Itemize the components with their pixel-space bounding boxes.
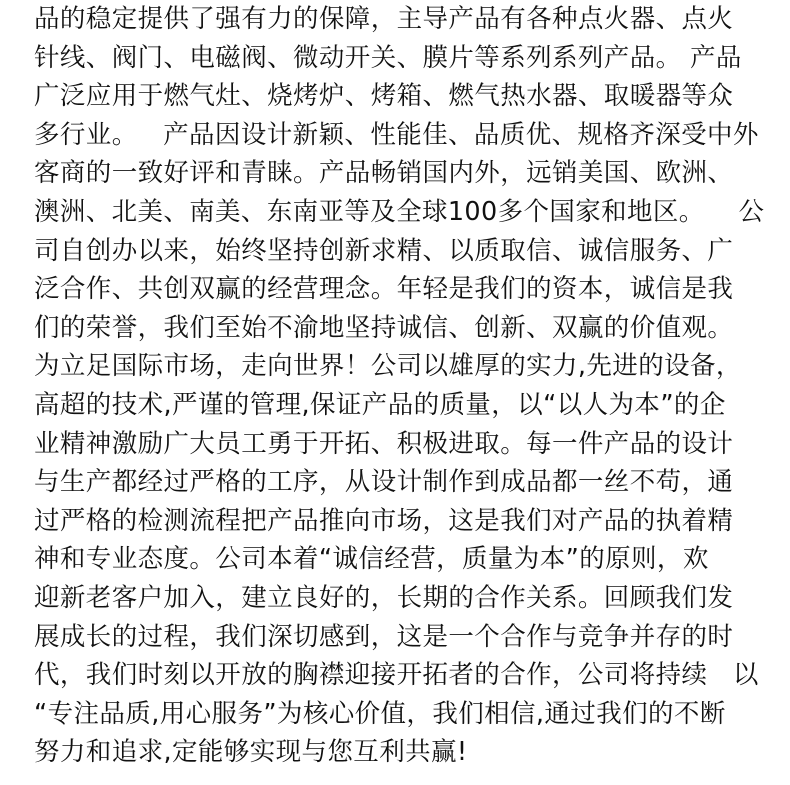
- text-line-13: 与生产都经过严格的工序，从设计制作到成品都一丝不苟，通: [34, 467, 734, 498]
- text-line-7: 司自创办以来，始终坚持创新求精、以质取信、诚信服务、广: [34, 235, 734, 266]
- text-line-17: 展成长的过程，我们深切感到，这是一个合作与竞争并存的时: [34, 621, 734, 652]
- text-line-10: 为立足国际市场，走向世界！公司以雄厚的实力,先进的设备，: [34, 351, 742, 382]
- text-line-6: 澳洲、北美、南美、东南亚等及全球100多个国家和地区。 公: [34, 196, 765, 227]
- text-line-19: “专注品质,用心服务”为核心价值，我们相信,通过我们的不断: [34, 698, 726, 729]
- text-line-9: 们的荣誉，我们至始不渝地坚持诚信、创新、双赢的价值观。: [34, 312, 734, 343]
- text-line-4: 多行业。 产品因设计新颖、性能佳、品质优、规格齐深受中外: [34, 119, 759, 150]
- text-line-1: 品的稳定提供了强有力的保障，主导产品有各种点火器、点火: [34, 4, 734, 34]
- text-line-16: 迎新老客户加入，建立良好的，长期的合作关系。回顾我们发: [34, 582, 734, 613]
- text-line-8: 泛合作、共创双赢的经营理念。年轻是我们的资本，诚信是我: [34, 274, 734, 305]
- text-line-11: 高超的技术,严谨的管理,保证产品的质量，以“以人为本”的企: [34, 389, 726, 420]
- company-description-text: [34, 0, 764, 772]
- text-line-14: 过严格的检测流程把产品推向市场，这是我们对产品的执着精: [34, 505, 734, 536]
- text-line-20: 努力和追求,定能够实现与您互利共赢!: [34, 737, 468, 768]
- text-line-18: 代，我们时刻以开放的胸襟迎接开拓者的合作，公司将持续 以: [34, 660, 759, 691]
- text-line-15: 神和专业态度。公司本着“诚信经营，质量为本”的原则，欢: [34, 544, 709, 575]
- text-line-5: 客商的一致好评和青睐。产品畅销国内外，远销美国、欧洲、: [34, 158, 734, 189]
- text-line-2: 针线、阀门、电磁阀、微动开关、膜片等系列系列产品。 产品: [34, 42, 742, 73]
- text-line-3: 广泛应用于燃气灶、烧烤炉、烤箱、燃气热水器、取暖器等众: [34, 81, 734, 112]
- text-line-12: 业精神激励广大员工勇于开拓、积极进取。每一件产品的设计: [34, 428, 734, 459]
